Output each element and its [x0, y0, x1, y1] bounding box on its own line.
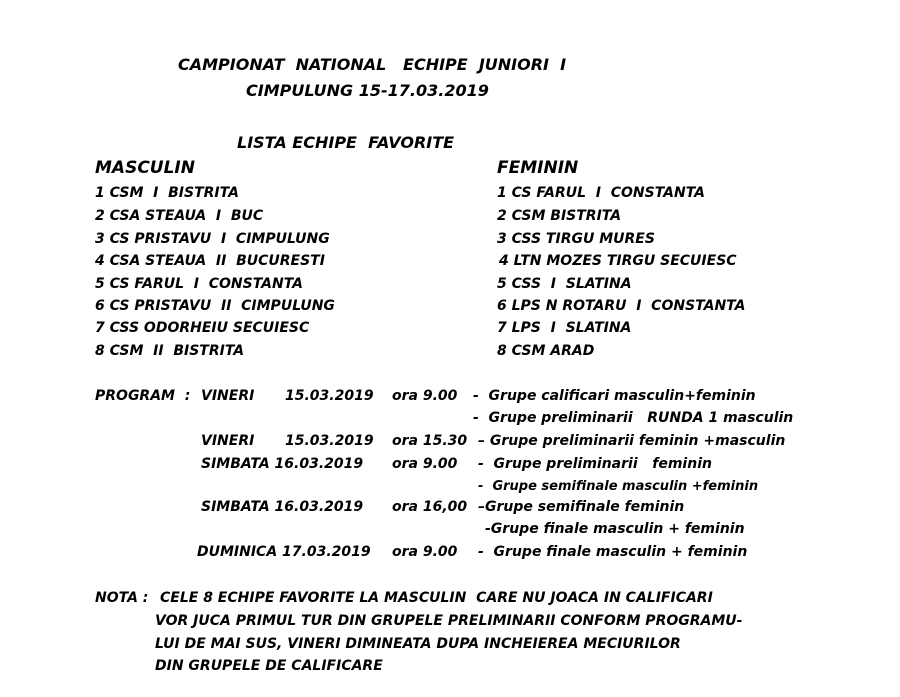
- masculin-team: 8 CSM II BISTRITA: [95, 343, 245, 359]
- feminin-team: 5 CSS I SLATINA: [497, 276, 632, 292]
- feminin-team: 6 LPS N ROTARU I CONSTANTA: [497, 298, 746, 314]
- feminin-team: 8 CSM ARAD: [497, 343, 595, 359]
- feminin-team: 1 CS FARUL I CONSTANTA: [497, 185, 706, 201]
- note-line: LUI DE MAI SUS, VINERI DIMINEATA DUPA INCHEIEREA MECIURILOR: [155, 636, 681, 652]
- program-event: –Grupe semifinale feminin: [478, 499, 685, 515]
- feminin-team: 7 LPS I SLATINA: [497, 320, 632, 336]
- program-event: - Grupe preliminarii RUNDA 1 masculin: [473, 410, 794, 426]
- program-time: ora 16,00: [392, 499, 468, 515]
- masculin-team: 2 CSA STEAUA I BUC: [95, 208, 264, 224]
- program-event: -Grupe finale masculin + feminin: [485, 521, 745, 537]
- note-label: NOTA :: [95, 590, 149, 606]
- document-subtitle: CIMPULUNG 15-17.03.2019: [246, 81, 489, 100]
- program-time: ora 9.00: [392, 456, 458, 472]
- program-date: 15.03.2019: [285, 388, 374, 404]
- program-event: – Grupe preliminarii feminin +masculin: [478, 433, 786, 449]
- document-title: CAMPIONAT NATIONAL ECHIPE JUNIORI I: [178, 55, 567, 74]
- feminin-label: FEMININ: [497, 158, 579, 178]
- masculin-team: 7 CSS ODORHEIU SECUIESC: [95, 320, 310, 336]
- program-day: DUMINICA 17.03.2019: [197, 544, 371, 560]
- program-time: ora 9.00: [392, 388, 458, 404]
- note-line: CELE 8 ECHIPE FAVORITE LA MASCULIN CARE NU JOACA IN CALIFICARI: [160, 590, 713, 606]
- masculin-team: 4 CSA STEAUA II BUCURESTI: [95, 253, 325, 269]
- program-event: - Grupe semifinale masculin +feminin: [478, 479, 759, 494]
- masculin-label: MASCULIN: [95, 158, 195, 178]
- feminin-team: 4 LTN MOZES TIRGU SECUIESC: [499, 253, 737, 269]
- masculin-team: 6 CS PRISTAVU II CIMPULUNG: [95, 298, 335, 314]
- program-day: VINERI: [201, 388, 255, 404]
- program-label: PROGRAM :: [95, 388, 191, 404]
- feminin-team: 3 CSS TIRGU MURES: [497, 231, 655, 247]
- program-event: - Grupe calificari masculin+feminin: [473, 388, 756, 404]
- program-day: VINERI: [201, 433, 255, 449]
- masculin-team: 3 CS PRISTAVU I CIMPULUNG: [95, 231, 330, 247]
- note-line: VOR JUCA PRIMUL TUR DIN GRUPELE PRELIMINARII CONFORM PROGRAMU-: [155, 613, 743, 629]
- feminin-team: 2 CSM BISTRITA: [497, 208, 622, 224]
- program-day: SIMBATA 16.03.2019: [201, 456, 364, 472]
- masculin-team: 5 CS FARUL I CONSTANTA: [95, 276, 304, 292]
- note-line: DIN GRUPELE DE CALIFICARE: [155, 658, 383, 674]
- program-time: ora 9.00: [392, 544, 458, 560]
- program-day: SIMBATA 16.03.2019: [201, 499, 364, 515]
- program-event: - Grupe preliminarii feminin: [478, 456, 712, 472]
- program-date: 15.03.2019: [285, 433, 374, 449]
- masculin-team: 1 CSM I BISTRITA: [95, 185, 239, 201]
- program-event: - Grupe finale masculin + feminin: [478, 544, 748, 560]
- program-time: ora 15.30: [392, 433, 468, 449]
- favorites-heading: LISTA ECHIPE FAVORITE: [237, 133, 455, 152]
